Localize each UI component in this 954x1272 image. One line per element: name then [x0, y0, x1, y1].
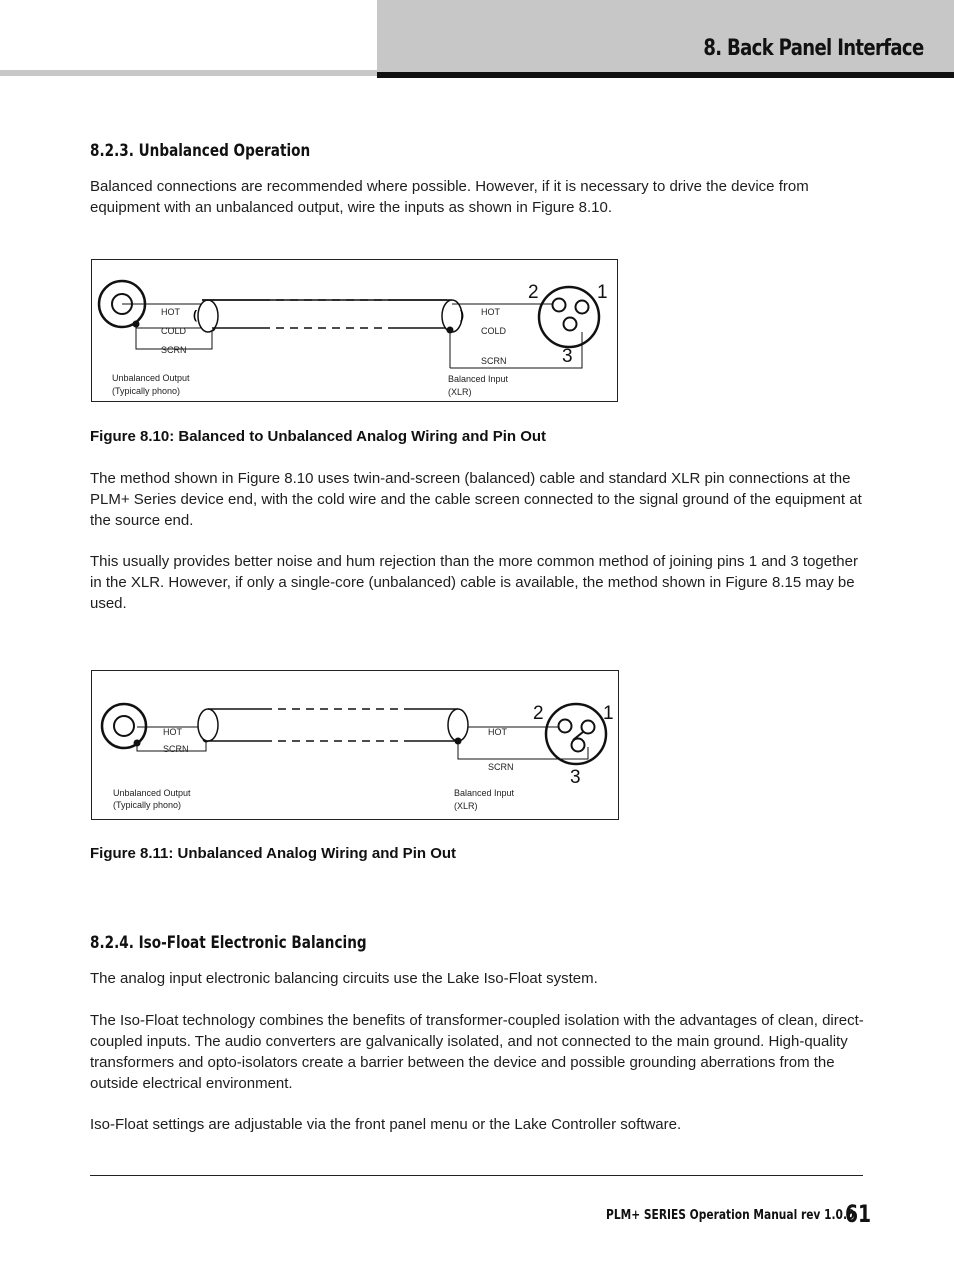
pin-label-3: 3	[562, 346, 573, 367]
phono-inner-ring	[114, 716, 134, 736]
figure-8-11-diagram	[91, 670, 619, 820]
pin-label-1: 1	[597, 282, 608, 303]
body-paragraph-2: This usually provides better noise and hum rejection than the more common method of joining pins 1 and 3 together in the XLR. However, if only a single-core (unbalanced) cable is available, the method shown in Figure 8.15 may be used.	[90, 553, 858, 612]
figure-8-11-caption: Figure 8.11: Unbalanced Analog Wiring and Pin Out	[90, 845, 457, 862]
iso-float-paragraph-2: The Iso-Float technology combines the benefits of transformer-coupled isolation with the advantages of clean, direct-coupled inputs. The audio converters are galvanically isolated, and not connected to the main ground. High-quality transformers and opto-isolators create a barrier between the device and possible grounding aberrations from the outside electrical environment.	[90, 1012, 864, 1092]
xlr-outer-ring	[546, 704, 606, 764]
label-cold-right: COLD	[481, 326, 507, 336]
cable-end-left	[198, 300, 218, 332]
xlr-pin-1	[582, 721, 595, 734]
header-rule-black	[377, 72, 954, 78]
caption-xlr: (XLR)	[454, 801, 478, 811]
cable-end-right	[448, 709, 468, 741]
cable-end-left	[198, 709, 218, 741]
caption-typically-phono: (Typically phono)	[113, 800, 182, 810]
iso-float-paragraph-1: The analog input electronic balancing circuits use the Lake Iso-Float system.	[90, 970, 598, 987]
label-cold-left: COLD	[161, 326, 187, 336]
label-hot-left: HOT	[161, 307, 180, 317]
intro-paragraph: Balanced connections are recommended where possible. However, if it is necessary to drive the device from equipment with an unbalanced output, wire the inputs as shown in Figure 8.10.	[90, 178, 809, 216]
caption-balanced-input: Balanced Input	[454, 788, 515, 798]
figure-8-10-diagram	[91, 259, 618, 402]
pin-label-3: 3	[570, 767, 581, 788]
caption-unbalanced-output: Unbalanced Output	[113, 788, 191, 798]
pin-label-2: 2	[533, 703, 544, 724]
label-scrn-left: SCRN	[163, 744, 189, 754]
section-heading-unbalanced-operation: 8.2.3. Unbalanced Operation	[90, 141, 311, 161]
svg-text:(: (	[193, 308, 197, 322]
section-heading-iso-float: 8.2.4. Iso-Float Electronic Balancing	[90, 933, 367, 953]
body-paragraph-1: The method shown in Figure 8.10 uses twin-and-screen (balanced) cable and standard XLR pin connections at the PLM+ Series device end, with the cold wire and the cable screen connected to the signal ground of the equipment at the source end.	[90, 470, 862, 529]
iso-float-paragraph-3: Iso-Float settings are adjustable via the front panel menu or the Lake Controller software.	[90, 1116, 682, 1133]
pin-label-2: 2	[528, 282, 539, 303]
label-scrn-left: SCRN	[161, 345, 187, 355]
chapter-title: 8. Back Panel Interface	[703, 36, 924, 61]
figure-8-10-caption: Figure 8.10: Balanced to Unbalanced Analog Wiring and Pin Out	[90, 428, 547, 445]
label-hot-right: HOT	[481, 307, 500, 317]
page-number: 61	[845, 1200, 872, 1228]
label-scrn-right: SCRN	[481, 356, 507, 366]
xlr-pin-3	[564, 318, 577, 331]
caption-typically-phono: (Typically phono)	[112, 386, 181, 396]
caption-balanced-input: Balanced Input	[448, 374, 509, 384]
xlr-pin-1	[576, 301, 589, 314]
label-scrn-right: SCRN	[488, 762, 514, 772]
label-hot-left: HOT	[163, 727, 182, 737]
xlr-pin-2	[553, 299, 566, 312]
xlr-pin-2	[559, 720, 572, 733]
pin-label-1: 1	[603, 703, 614, 724]
svg-text:): )	[460, 308, 464, 322]
footer-rule	[90, 1175, 863, 1176]
footer-manual-title: PLM+ SERIES Operation Manual rev 1.0.0	[606, 1208, 855, 1223]
label-hot-right: HOT	[488, 727, 507, 737]
caption-unbalanced-output: Unbalanced Output	[112, 373, 190, 383]
header-rule-left	[0, 70, 377, 76]
caption-xlr: (XLR)	[448, 387, 472, 397]
